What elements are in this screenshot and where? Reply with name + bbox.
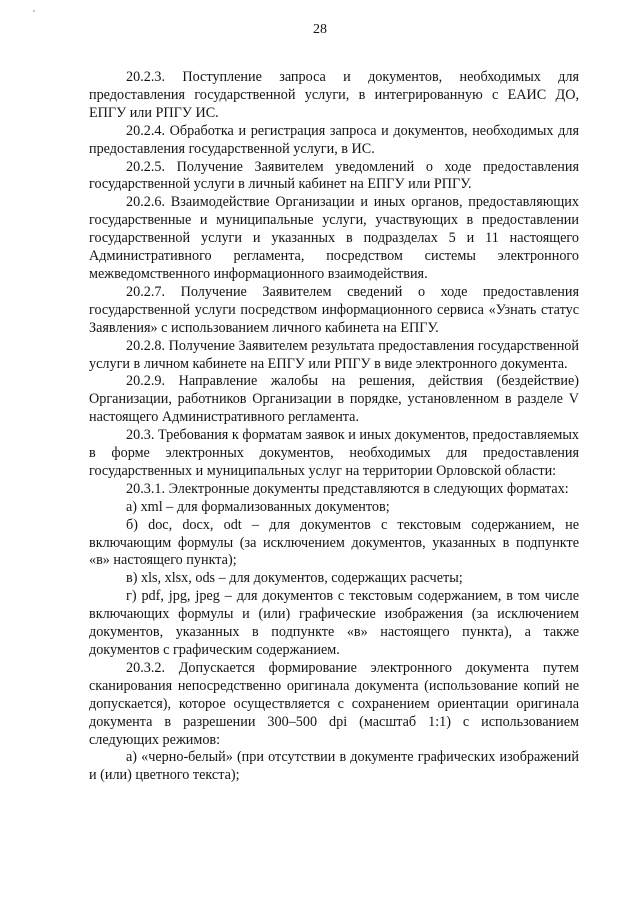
paragraph-20-2-4: 20.2.4. Обработка и регистрация запроса и документов, необходимых для предоставления государственной услуги, в ИС. [89, 122, 579, 157]
list-item-b-doc: б) doc, docx, odt – для документов с текстовым содержанием, не включающим формулы (за исключением документов, указанных в подпункте «в» настоящего пункта); [89, 516, 579, 569]
page-number: 28 [313, 22, 327, 37]
paragraph-20-2-7: 20.2.7. Получение Заявителем сведений о ходе предоставления государственной услуги посредством информационного сервиса «Узнать статус Заявления» с использованием личного кабинета на ЕПГУ. [89, 283, 579, 336]
list-item-a-black-white: а) «черно-белый» (при отсутствии в документе графических изображений и (или) цветного текста); [89, 749, 579, 784]
list-item-a-xml: а) xml – для формализованных документов; [126, 498, 390, 515]
scan-speck-top [33, 10, 35, 12]
paragraph-20-3-1: 20.3.1. Электронные документы представляются в следующих форматах: [126, 480, 569, 497]
paragraph-20-3: 20.3. Требования к форматам заявок и иных документов, предоставляемых в форме электронных документов, необходимых для предоставления государственных и муниципальных услуг на территории Орловской области: [89, 427, 579, 479]
list-item-v-xls: в) xls, xlsx, ods – для документов, содержащих расчеты; [126, 570, 463, 587]
paragraph-20-2-8: 20.2.8. Получение Заявителем результата предоставления государственной услуги в личном кабинете на ЕПГУ или РПГУ в виде электронного документа. [89, 337, 579, 372]
paragraph-20-2-3: 20.2.3. Поступление запроса и документов, необходимых для предоставления государственной услуги, в интегрированную с ЕАИС ДО, ЕПГУ или РПГУ ИС. [89, 69, 579, 121]
document-body [89, 69, 579, 785]
paragraph-20-2-6: 20.2.6. Взаимодействие Организации и иных органов, предоставляющих государственные и муниципальные услуги, участвующих в предоставлении государственной услуги и указанных в подразделах 5 и 11 настоящего Административного регламента, посредством системы электронного межведомственного информационного взаимодействия. [89, 194, 579, 282]
paragraph-20-2-9: 20.2.9. Направление жалобы на решения, действия (бездействие) Организации, работников Организации в порядке, установленном в разделе V настоящего Административного регламента. [89, 373, 579, 426]
paragraph-20-3-2: 20.3.2. Допускается формирование электронного документа путем сканирования непосредственно оригинала документа (использование копий не допускается), которое осуществляется с сохранением ориентации оригинала документа в разрешении 300–500 dpi (масштаб 1:1) с использованием следующих режимов: [89, 659, 579, 748]
paragraph-20-2-5: 20.2.5. Получение Заявителем уведомлений о ходе предоставления государственной услуги в личный кабинет на ЕПГУ или РПГУ. [89, 158, 579, 193]
list-item-g-pdf: г) pdf, jpg, jpeg – для документов с текстовым содержанием, в том числе включающих формулы и (или) графические изображения (за исключением документов, указанных в подпункте «в» настоящего пункта), а также документов с графическим содержанием. [89, 588, 579, 658]
